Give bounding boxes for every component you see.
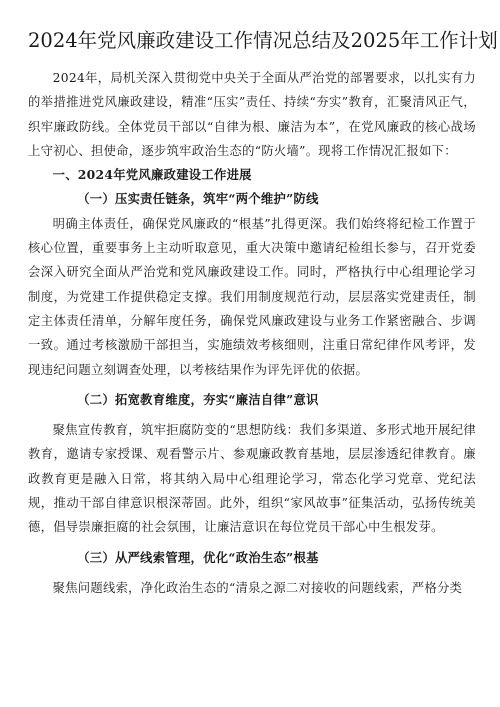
section-heading: 一、2024年党风廉政建设工作进展 [52,167,252,183]
intro-paragraph: 2024年，局机关深入贯彻党中央关于全面从严治党的部署要求，以扎实有力的举措推进党风廉政建设，精准“压实”责任、持续“夯实”教育，汇聚清风正气，织牢廉政防线。全体党员干部以“自律为根、廉洁为本”，在党风廉政的核心战场上守初心、担使命，逐步筑牢政治生态的“防火墙”。现将工作情况汇报如下： [28,71,476,158]
subsection-heading-3: （三）从严线索管理，优化“政治生态”根基 [77,549,319,565]
subsection-heading-1: （一）压实责任链条，筑牢“两个维护”防线 [77,191,319,207]
subsection-body-3: 聚焦问题线索，净化政治生态的“清泉之源二对接收的问题线索，严格分类 [52,580,463,595]
subsection-body-1: 明确主体责任，确保党风廉政的“根基”扎得更深。我们始终将纪检工作置于核心位置，重要事务上主动听取意见，重大决策中邀请纪检组长参与，召开党委会深入研究全面从严治党和党风廉政建设工作。同时，严格执行中心组理论学习制度，为党建工作提供稳定支撑。我们用制度规范行动，层层落实党建责任，制定主体责任清单，分解年度任务，确保党风廉政建设与业务工作紧密融合、步调一致。通过考核激励干部担当，实施绩效考核细则，注重日常纪律作风考评，发现违纪问题立刻调查处理，以考核结果作为评先评优的依据。 [28,216,476,377]
subsection-body-2: 聚焦宣传教育，筑牢拒腐防变的“思想防线：我们多渠道、多形式地开展纪律教育，邀请专家授课、观看警示片、参观廉政教育基地，层层渗透纪律教育。廉政教育更是融入日常，将其纳入局中心组理论学习，常态化学习党章、党纪法规，推动干部自律意识根深蒂固。此外，组织“家风故事”征集活动，弘扬传统美德，倡导崇廉拒腐的社会氛围，让廉洁意识在每位党员干部心中生根发芽。 [28,423,476,535]
document-title: 2024年党风廉政建设工作情况总结及2025年工作计划 [28,29,498,52]
subsection-heading-2: （二）拓宽教育维度，夯实“廉洁自律”意识 [77,391,319,407]
